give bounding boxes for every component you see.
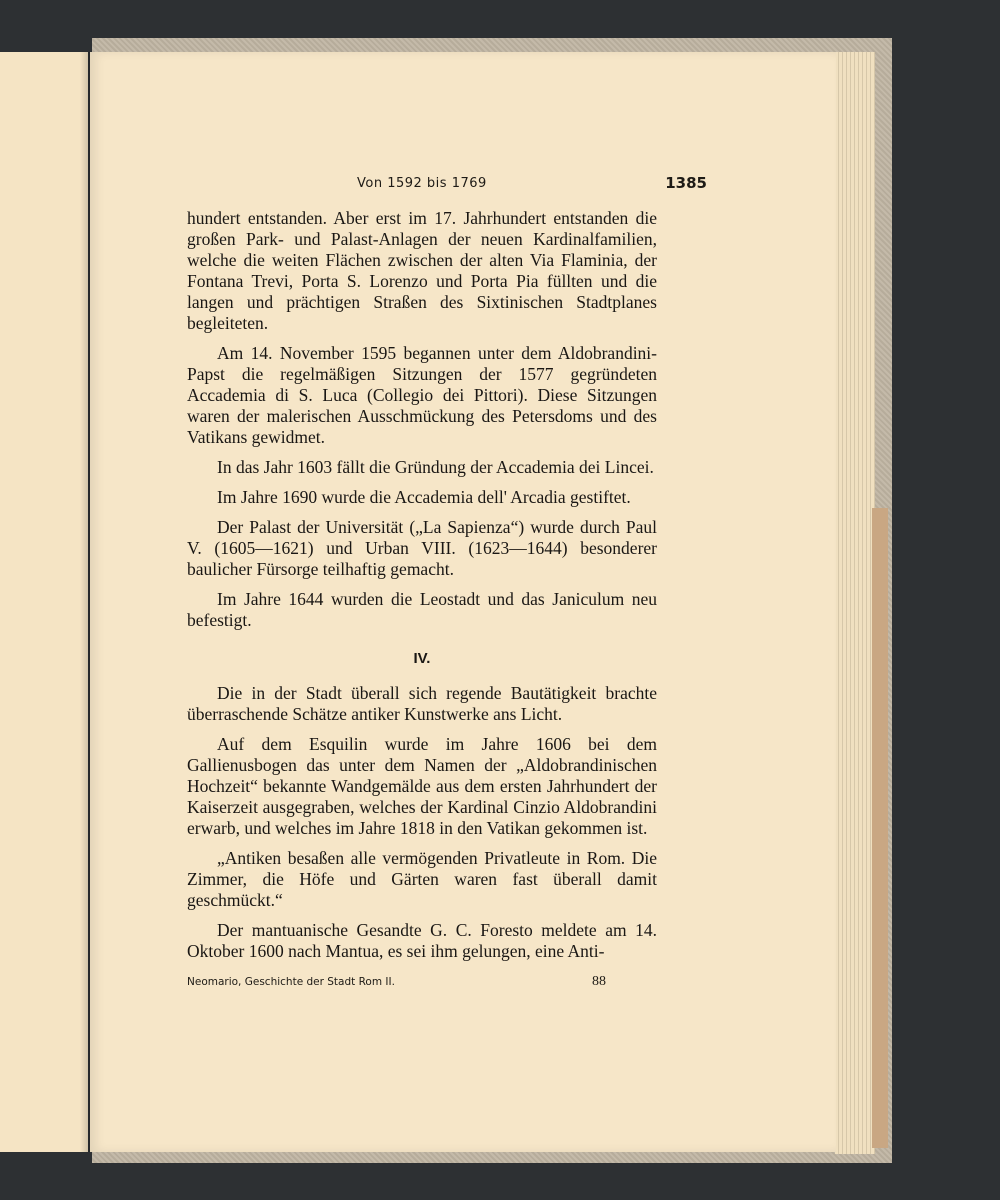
footer-sheet-number: 88 [592,974,606,989]
paragraph: Am 14. November 1595 begannen unter dem Aldobrandini-Papst die regelmäßigen Sitzungen der 1577 gegründeten Accademia di S. Luca (Collegio dei Pittori). Diese Sitzungen waren der malerischen Ausschmückung des Petersdoms und des Vatikans gewidmet. [187,343,657,447]
paragraph: Im Jahre 1644 wurden die Leostadt und das Janiculum neu befestigt. [187,589,657,630]
paragraph: Im Jahre 1690 wurde die Accademia dell' Arcadia gestiftet. [217,487,631,507]
page-number: 1385 [665,174,707,192]
running-title: Von 1592 bis 1769 [357,176,487,191]
book-page [90,52,836,1152]
paragraph: In das Jahr 1603 fällt die Gründung der Accademia dei Lincei. [217,457,654,477]
body-text [187,208,657,971]
footer-signature: Neomario, Geschichte der Stadt Rom II. [187,976,395,988]
paragraph: Auf dem Esquilin wurde im Jahre 1606 bei dem Gallienusbogen das unter dem Namen der „Aldobrandinischen Hochzeit“ bekannte Wandgemälde aus dem ersten Jahrhundert der Kaiserzeit ausgegraben, welches der Kardinal Cinzio Aldobrandini erwarb, und welches im Jahre 1818 in den Vatikan gekommen ist. [187,734,657,838]
page-stack-edge [835,52,875,1154]
left-page [0,52,88,1152]
page-footer [187,976,657,996]
paragraph: Die in der Stadt überall sich regende Bautätigkeit brachte überraschende Schätze antiker Kunstwerke ans Licht. [187,683,657,724]
paragraph: Der Palast der Universität („La Sapienza“) wurde durch Paul V. (1605—1621) und Urban VIII. (1623—1644) besonderer baulicher Fürsorge teilhaftig gemacht. [187,517,657,579]
page-edge-ribbon [872,508,888,1148]
running-head [187,172,707,196]
section-heading: IV. [413,650,431,667]
paragraph: Der mantuanische Gesandte G. C. Foresto meldete am 14. Oktober 1600 nach Mantua, es sei ihm gelungen, eine Anti- [187,920,657,961]
paragraph: hundert entstanden. Aber erst im 17. Jahrhundert entstanden die großen Park- und Palast-Anlagen der neuen Kardinalfamilien, welche die weiten Flächen zwischen der alten Via Flaminia, der Fontana Trevi, Porta S. Lorenzo und Porta Pia füllten und die langen und prächtigen Straßen des Sixtinischen Stadtplanes begleiteten. [187,208,657,333]
paragraph: „Antiken besaßen alle vermögenden Privatleute in Rom. Die Zimmer, die Höfe und Gärten waren fast überall damit geschmückt.“ [187,848,657,910]
